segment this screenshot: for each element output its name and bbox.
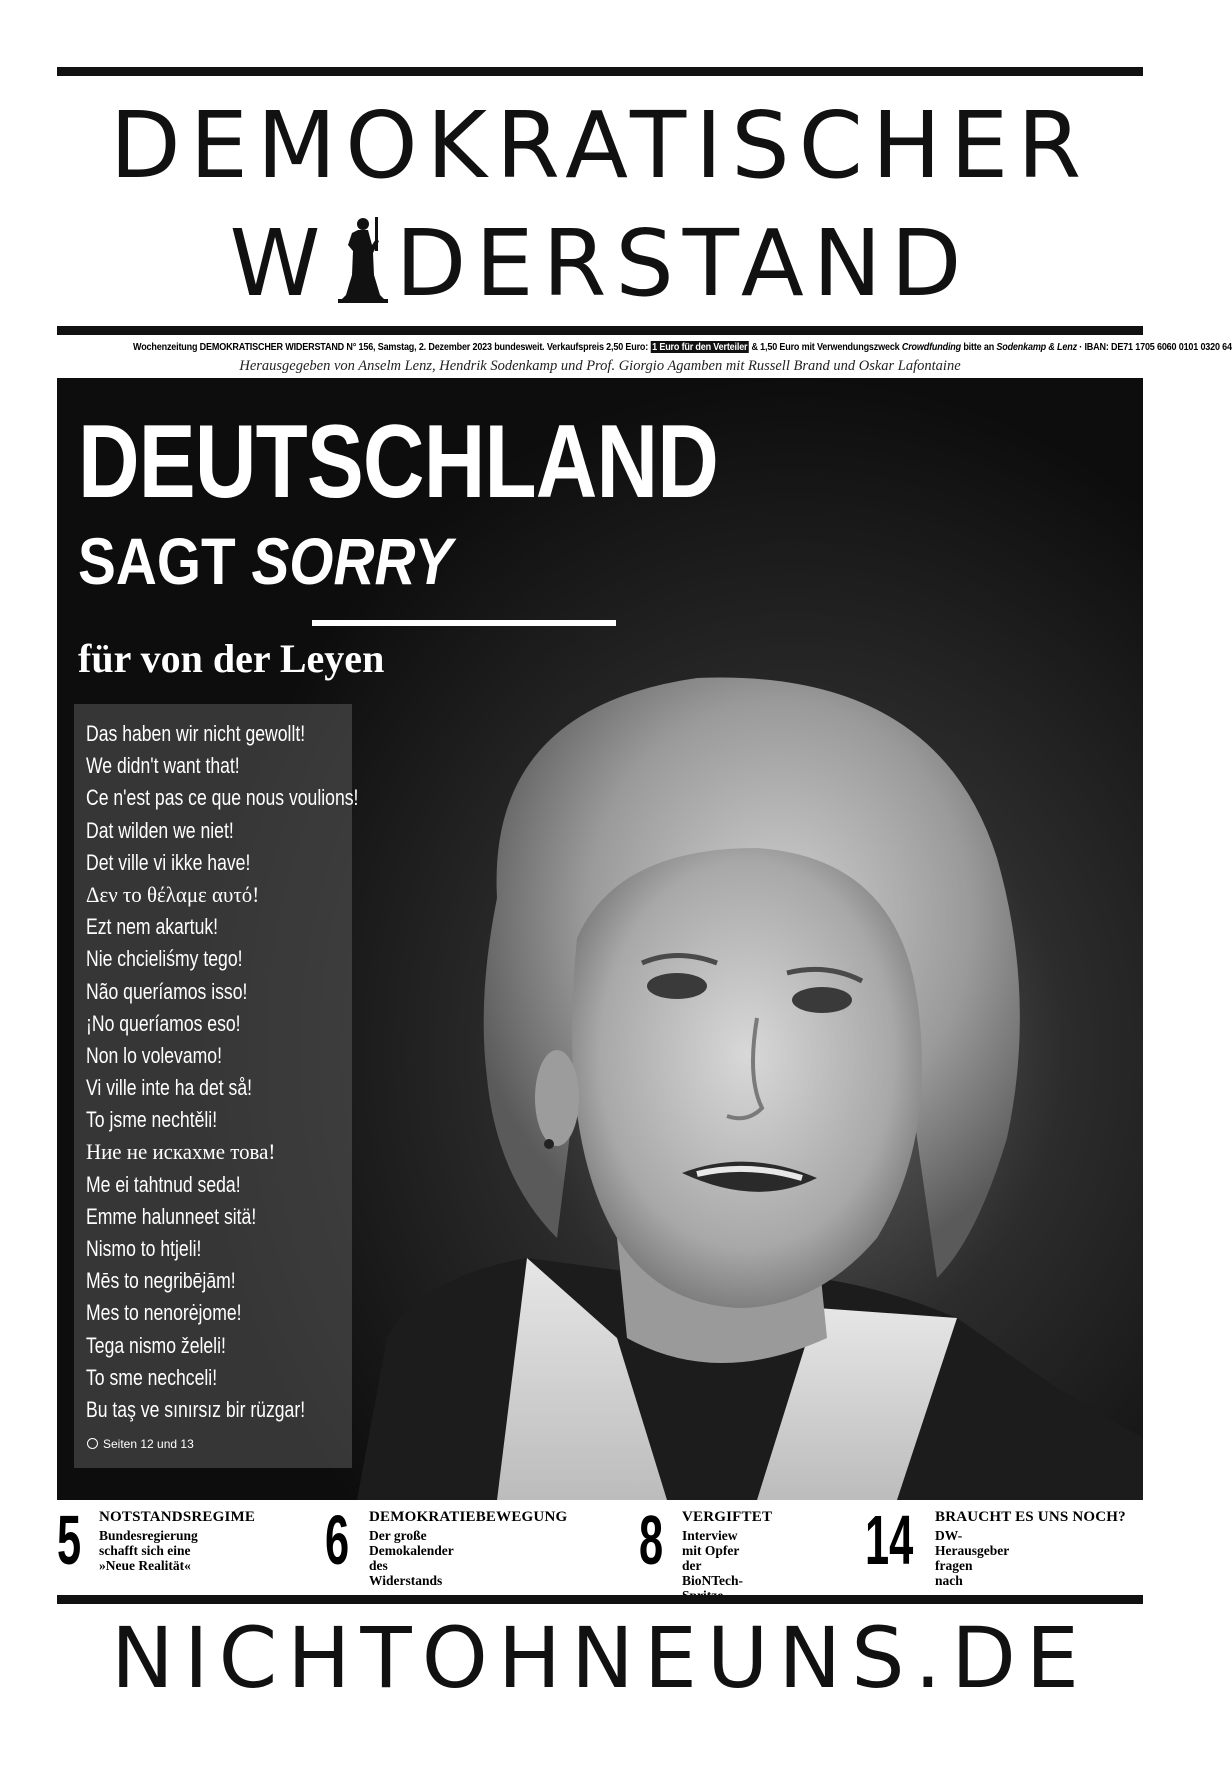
teaser-title: DEMOKRATIEBEWEGUNG — [369, 1509, 568, 1525]
sorry-underline — [312, 620, 616, 626]
teaser-row — [57, 1501, 1143, 1588]
apology-list — [86, 718, 427, 1426]
top-rule — [57, 67, 1143, 76]
apology-phrase: Mēs to negribējām! — [86, 1268, 236, 1294]
imprint-text: Wochenzeitung DEMOKRATISCHER WIDERSTAND N° 156, Samstag, 2. Dezember 2023 bundesweit. Verkaufspreis 2,50 Euro: — [133, 341, 651, 353]
statue-silhouette-icon — [332, 215, 394, 303]
editors-line: Herausgegeben von Anselm Lenz, Hendrik Sodenkamp und Prof. Giorgio Agamben mit Russell Brand und Oskar Lafontaine — [239, 358, 961, 374]
teaser-title: VERGIFTET — [682, 1509, 773, 1525]
apology-phrase: Ezt nem akartuk! — [86, 914, 219, 940]
apology-phrase: Δεν το θέλαμε αυτό! — [86, 881, 260, 907]
apology-phrase: Nismo to htjeli! — [86, 1236, 202, 1261]
apology-phrase: Não queríamos isso! — [86, 978, 248, 1004]
teaser-page-number: 6 — [325, 1501, 350, 1579]
teaser-text: Interview mit Opfer der BioNTech- — [682, 1528, 744, 1588]
teaser-text: Der große Demokalender des Widerstands — [369, 1528, 454, 1588]
teaser-page-number: 5 — [57, 1501, 82, 1579]
apology-phrase: Mes to nenorėjome! — [86, 1300, 242, 1326]
apology-phrase: We didn't want that! — [86, 753, 240, 779]
footer-website: NICHTOHNEUNS.DE — [110, 1609, 1090, 1707]
apology-phrase: Det ville vi ikke have! — [86, 849, 251, 875]
headline-sub: für von der Leyen — [78, 636, 385, 681]
apology-phrase: ¡No queríamos eso! — [86, 1010, 241, 1036]
imprint-boxed-text: 1 Euro für den Verteiler — [652, 341, 748, 353]
apology-phrase: Ние не искахме това! — [86, 1139, 276, 1165]
apology-phrase: Dat wilden we niet! — [86, 817, 234, 843]
imprint-text: & 1,50 Euro mit Verwendungszweck — [749, 341, 902, 353]
apology-phrase: Ce n'est pas ce que nous voulions! — [86, 785, 359, 811]
headline-sagt: SAGT — [78, 524, 252, 598]
imprint-italic: Sodenkamp & Lenz — [996, 341, 1077, 353]
masthead-bottom-rule — [57, 326, 1143, 335]
headline-second-line — [78, 524, 453, 598]
masthead-w: W — [229, 210, 330, 317]
masthead-derstand: DERSTAND — [395, 210, 971, 317]
apology-phrase: Me ei tahtnud seda! — [86, 1171, 241, 1197]
teaser-text: Bundesregierung schafft sich eine »Neue Realität« — [99, 1528, 198, 1573]
apology-phrase: Non lo volevamo! — [86, 1042, 222, 1068]
imprint-text: bitte an — [960, 341, 997, 353]
imprint-italic: Crowdfunding — [901, 341, 961, 353]
teaser-text: DW-Herausgeber fragen nach — [935, 1528, 1010, 1588]
apology-phrase: Bu taş ve sınırsız bir rüzgar! — [86, 1396, 306, 1422]
teaser-title: BRAUCHT ES UNS NOCH? — [935, 1509, 1126, 1525]
apology-phrase: Nie chcieliśmy tego! — [86, 946, 243, 972]
teaser-title: NOTSTANDSREGIME — [99, 1509, 256, 1525]
headline-sorry: SORRY — [251, 524, 453, 598]
apology-phrase: Vi ville inte ha det så! — [86, 1075, 252, 1101]
pages-reference-text: Seiten 12 und 13 — [103, 1437, 194, 1451]
masthead-line-2 — [57, 210, 1143, 317]
imprint-line — [133, 341, 1232, 353]
apology-phrase: Emme halunneet sitä! — [86, 1203, 257, 1229]
apology-phrase: To sme nechceli! — [86, 1364, 218, 1390]
apology-phrase: Tega nismo želeli! — [86, 1332, 226, 1358]
imprint-iban: · IBAN: DE71 1705 6060 0101 0320 64 — [1076, 341, 1232, 353]
arrow-circle-icon — [87, 1438, 98, 1449]
pages-reference — [87, 1437, 194, 1451]
headline-main: DEUTSCHLAND — [78, 404, 719, 520]
teaser-page-number: 14 — [865, 1501, 914, 1579]
footer-top-rule — [57, 1595, 1143, 1604]
masthead-line-1: DEMOKRATISCHER — [109, 92, 1091, 199]
teaser-page-number: 8 — [639, 1501, 664, 1579]
apology-phrase: To jsme nechtěli! — [86, 1107, 218, 1133]
apology-phrase: Das haben wir nicht gewollt! — [86, 721, 306, 746]
